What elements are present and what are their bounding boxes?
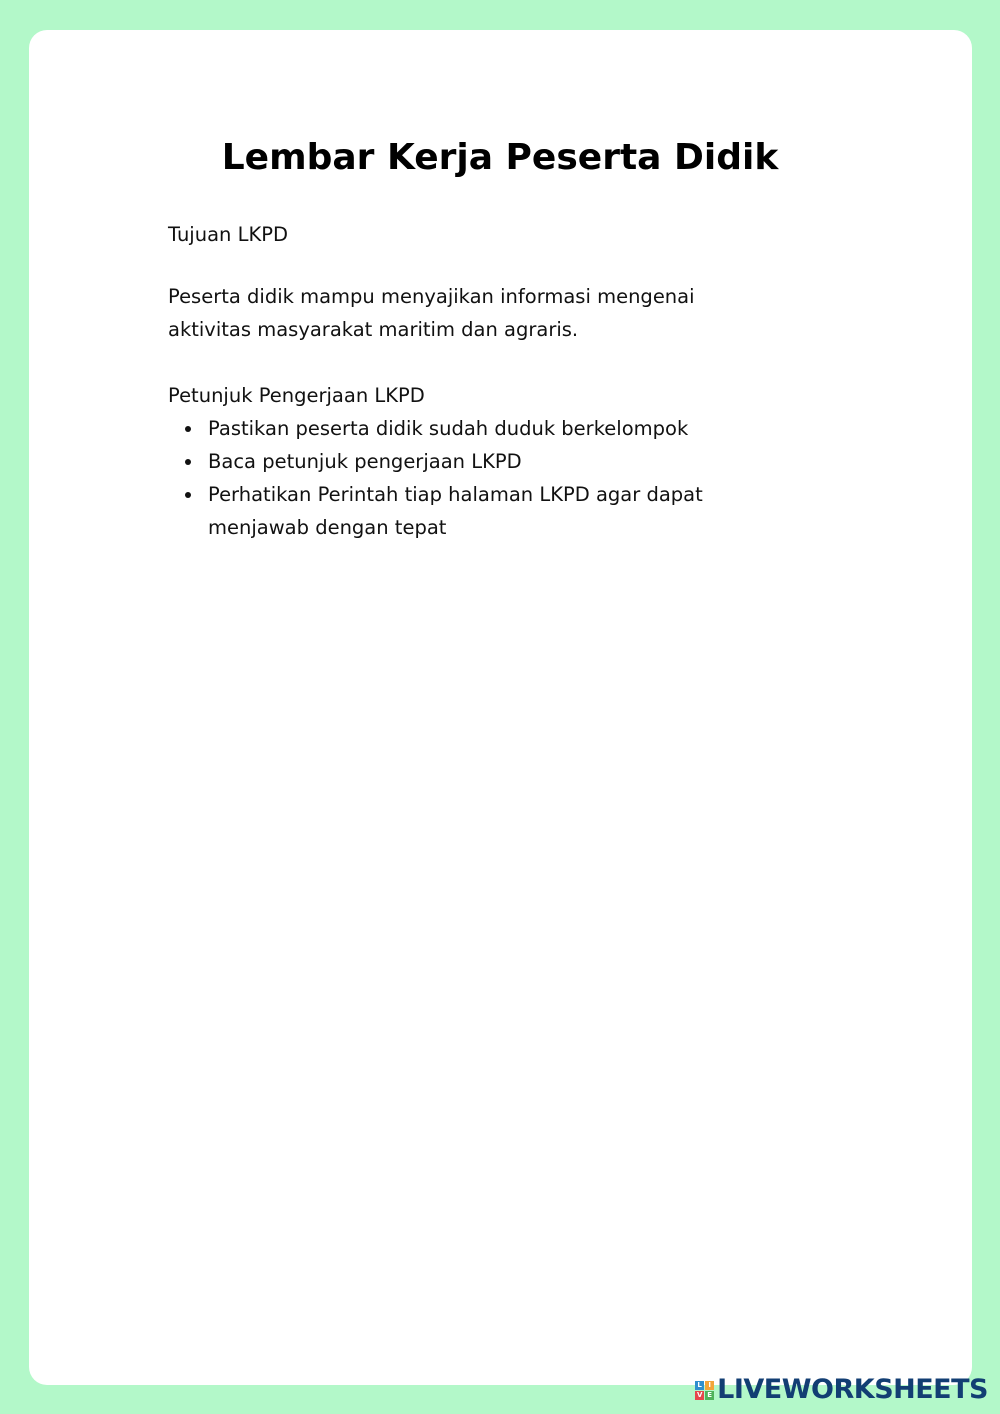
- brand-name: LIVEWORKSHEETS: [717, 1374, 988, 1405]
- list-item-text-continued: menjawab dengan tepat: [208, 516, 447, 539]
- list-item: [208, 412, 808, 445]
- logo-mark-icon: [695, 1381, 714, 1400]
- objective-text: [168, 280, 808, 346]
- logo-square-v: V: [696, 1390, 703, 1399]
- list-item-text: Pastikan peserta didik sudah duduk berkelompok: [208, 417, 689, 440]
- logo-square-l: L: [695, 1381, 704, 1390]
- liveworksheets-logo: [695, 1375, 988, 1405]
- bullet-icon: [185, 426, 191, 432]
- objective-heading: Tujuan LKPD: [168, 223, 289, 246]
- objective-text-line-1: Peserta didik mampu menyajikan informasi mengenai: [168, 285, 695, 308]
- bullet-icon: [185, 459, 191, 465]
- logo-square-i: I: [705, 1381, 714, 1390]
- list-item: [208, 478, 808, 544]
- worksheet-content: [168, 218, 808, 544]
- list-item-text: Perhatikan Perintah tiap halaman LKPD agar dapat: [208, 483, 703, 506]
- list-item: [208, 445, 808, 478]
- objective-text-line-2: aktivitas masyarakat maritim dan agraris.: [168, 318, 579, 341]
- instructions-heading: Petunjuk Pengerjaan LKPD: [168, 384, 425, 407]
- instructions-list: [168, 412, 808, 544]
- page-title: Lembar Kerja Peserta Didik: [221, 137, 779, 178]
- bullet-icon: [185, 492, 191, 498]
- list-item-text: Baca petunjuk pengerjaan LKPD: [208, 450, 522, 473]
- logo-square-e: E: [705, 1391, 714, 1400]
